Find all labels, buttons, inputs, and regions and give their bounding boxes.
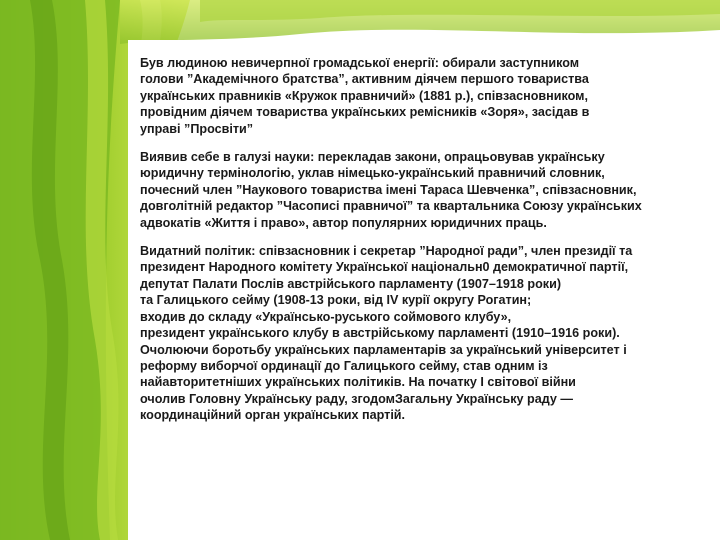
paragraph-science	[140, 149, 700, 231]
text-line: Очолюючи боротьбу українських парламентарів за український університет і	[140, 342, 627, 357]
text-line: почесний член ”Наукового товариства імені Тараса Шевченка”, співзасновник,	[140, 182, 637, 197]
text-line: очолив Головну Українську раду, згодомЗагальну Українську раду —	[140, 391, 573, 406]
text-line: українських правників «Кружок правничий» (1881 р.), співзасновником,	[140, 88, 588, 103]
text-line: адвокатів «Життя і право», автор популярних юридичних праць.	[140, 215, 547, 230]
text-line: найавторитетніших українських політиків. На початку І світової війни	[140, 375, 576, 390]
text-line: провідним діячем товариства українських ремісників «Зоря», засідав в	[140, 105, 590, 120]
text-content	[140, 55, 700, 436]
text-line: реформу виборчої ординації до Галицького сейму, став одним із	[140, 358, 548, 373]
text-line: координаційний орган українських партій.	[140, 408, 406, 423]
text-line: Був людиною невичерпної громадської енергії: обирали заступником	[140, 56, 580, 70]
text-line: Виявив себе в галузі науки: перекладав закони, опрацьовував українську	[140, 150, 605, 165]
text-line: управі ”Просвіти”	[140, 121, 254, 136]
text-line: голови ”Академічного братства”, активним діячем першого товариства	[140, 72, 589, 87]
text-line: президент українського клубу в австрійському парламенті (1910–1916 роки).	[140, 326, 620, 341]
text-line: довголітній редактор ”Часописі правничої” та квартальника Союзу українських	[140, 199, 642, 214]
text-line: Видатний політик: співзасновник і секретар ”Народної ради”, член президії та	[140, 244, 633, 259]
paragraph-politics	[140, 243, 700, 423]
text-line: президент Народного комітету Української національн0 демократичної партії,	[140, 260, 629, 275]
text-line: юридичну термінологію, уклав німецько-український правничий словник,	[140, 166, 605, 181]
text-line: та Галицького сейму (1908-13 роки, від IV курії округу Рогатин;	[140, 293, 532, 308]
text-line: входив до складу «Українсько-руського соймового клубу»,	[140, 309, 512, 324]
paragraph-civic-activity	[140, 55, 700, 137]
text-line: депутат Палати Послів австрійського парламенту (1907–1918 роки)	[140, 276, 562, 291]
